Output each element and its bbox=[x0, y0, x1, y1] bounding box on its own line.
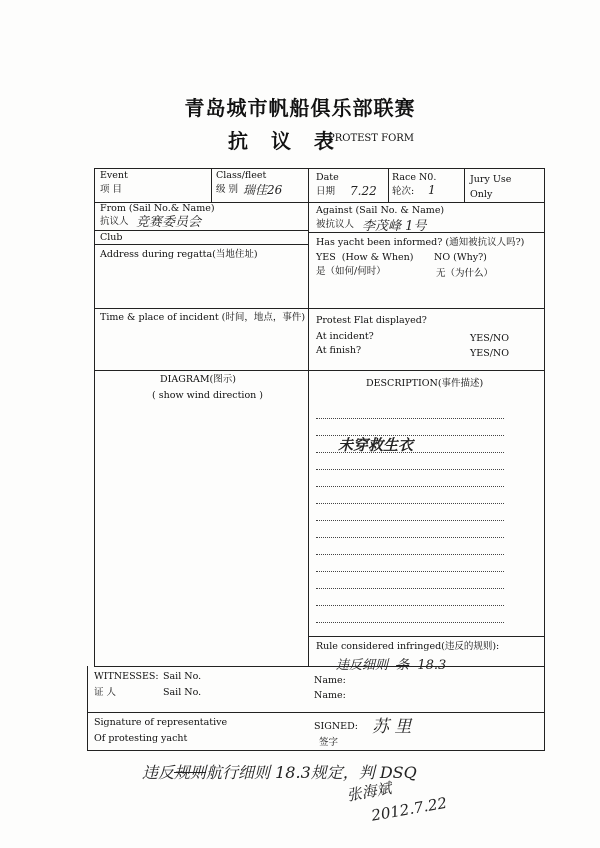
rule-label: Rule considered infringed(违反的规则): bbox=[316, 641, 500, 652]
description-line bbox=[316, 622, 504, 623]
at-finish-yes-no: YES/NO bbox=[470, 348, 510, 359]
race-label-cn: 轮次: bbox=[392, 186, 415, 197]
signature-bottom-border bbox=[87, 750, 545, 751]
decision-signer: 张海斌 bbox=[345, 779, 393, 805]
signed-value: 苏 里 bbox=[372, 717, 412, 737]
event-label: Event bbox=[100, 170, 128, 181]
description-line bbox=[316, 571, 504, 572]
center-divider bbox=[308, 168, 309, 666]
description-line bbox=[316, 520, 504, 521]
informed-no-label: NO (Why?) bbox=[434, 252, 487, 263]
description-line bbox=[316, 486, 504, 487]
description-line bbox=[316, 469, 504, 470]
witnesses-label: WITNESSES: bbox=[94, 671, 159, 682]
witnesses-label-cn: 证 人 bbox=[94, 687, 117, 698]
class-label: Class/fleet bbox=[216, 170, 267, 181]
form-title: 青岛城市帆船俱乐部联赛 bbox=[184, 96, 416, 120]
jury-only-label: Only bbox=[470, 189, 493, 200]
rule-value-num: 18.3 bbox=[417, 658, 447, 673]
description-line bbox=[316, 537, 504, 538]
witness-name-2: Name: bbox=[314, 690, 346, 701]
description-label: DESCRIPTION(事件描述) bbox=[366, 378, 484, 389]
class-label-cn: 级 别 bbox=[216, 184, 239, 195]
signed-label-cn: 签字 bbox=[319, 737, 339, 748]
from-value: 竞赛委员会 bbox=[136, 215, 202, 230]
club-divider bbox=[94, 244, 308, 245]
informed-yes-label: YES (How & When) bbox=[316, 252, 414, 263]
diagram-label: DIAGRAM(图示) bbox=[160, 374, 236, 385]
signature-right-border bbox=[544, 712, 545, 750]
signed-label: SIGNED: bbox=[314, 721, 358, 732]
class-value: 瑞佳26 bbox=[243, 183, 283, 197]
against-label: Against (Sail No. & Name) bbox=[316, 205, 445, 216]
witness-right-border bbox=[544, 666, 545, 712]
at-finish-label: At finish? bbox=[316, 345, 362, 356]
description-line bbox=[316, 588, 504, 589]
decision-prefix: 违反 bbox=[142, 763, 175, 782]
signature-label-1: Signature of representative bbox=[94, 717, 228, 728]
club-label: Club bbox=[100, 232, 123, 243]
informed-question: Has yacht been informed? (通知被抗议人吗?) bbox=[316, 237, 525, 248]
witness-bottom-border bbox=[87, 712, 545, 713]
rule-value-prefix: 违反细则 bbox=[336, 658, 389, 673]
decision-strike: 规则 bbox=[174, 763, 207, 782]
race-label: Race N0. bbox=[392, 172, 437, 183]
against-value: 李茂峰 1号 bbox=[362, 219, 427, 234]
race-value: 1 bbox=[428, 183, 436, 197]
table-left-border bbox=[94, 168, 95, 666]
row2-divider-right bbox=[308, 232, 545, 233]
signature-left-border bbox=[87, 712, 88, 750]
time-place-label: Time & place of incident (时间，地点，事件) bbox=[100, 312, 306, 323]
row3-divider bbox=[94, 308, 545, 309]
form-subtitle-cn: 抗 议 表 bbox=[228, 129, 342, 153]
at-incident-label: At incident? bbox=[316, 331, 374, 342]
address-label: Address during regatta(当地住址) bbox=[100, 249, 258, 260]
decision-rest: 航行细则 18.3规定，判 DSQ bbox=[206, 763, 417, 782]
witness-left-border bbox=[87, 666, 88, 712]
against-label-cn: 被抗议人 bbox=[316, 219, 355, 230]
col-divider-class bbox=[211, 168, 212, 202]
event-label-cn: 项 目 bbox=[100, 184, 123, 195]
witness-name-1: Name: bbox=[314, 675, 346, 686]
row2-divider-left bbox=[94, 230, 308, 231]
witness-sail-no-2: Sail No. bbox=[163, 687, 202, 698]
protest-flag-question: Protest Flat displayed? bbox=[316, 315, 427, 326]
jury-use-label: Jury Use bbox=[470, 174, 512, 185]
date-label-cn: 日期 bbox=[316, 186, 336, 197]
from-label-cn: 抗议人 bbox=[100, 216, 129, 227]
table-bottom-divider bbox=[94, 666, 545, 667]
row4-divider bbox=[94, 370, 545, 371]
form-subtitle-en: PROTEST FORM bbox=[328, 133, 415, 144]
description-line bbox=[316, 418, 504, 419]
from-label: From (Sail No.& Name) bbox=[100, 203, 215, 214]
signature-label-2: Of protesting yacht bbox=[94, 733, 188, 744]
col-divider-jury bbox=[464, 168, 465, 202]
rule-value bbox=[336, 654, 446, 673]
description-value: 未穿救生衣 bbox=[338, 436, 414, 454]
description-line bbox=[316, 503, 504, 504]
description-line bbox=[316, 554, 504, 555]
decision-date: 2012.7.22 bbox=[370, 793, 449, 825]
date-label: Date bbox=[316, 172, 339, 183]
rule-value-strike: 条 bbox=[396, 658, 410, 673]
rule-divider bbox=[308, 636, 545, 637]
witness-sail-no-1: Sail No. bbox=[163, 671, 202, 682]
table-top-border bbox=[94, 168, 545, 169]
informed-yes-cn: 是（如何/何时） bbox=[316, 266, 386, 277]
at-incident-yes-no: YES/NO bbox=[470, 333, 510, 344]
date-value: 7.22 bbox=[350, 184, 377, 198]
informed-no-cn: 无（为什么） bbox=[436, 268, 494, 279]
table-right-border bbox=[544, 168, 545, 666]
description-line bbox=[316, 605, 504, 606]
col-divider-race bbox=[388, 168, 389, 202]
wind-direction-note: ( show wind direction ) bbox=[152, 390, 264, 401]
